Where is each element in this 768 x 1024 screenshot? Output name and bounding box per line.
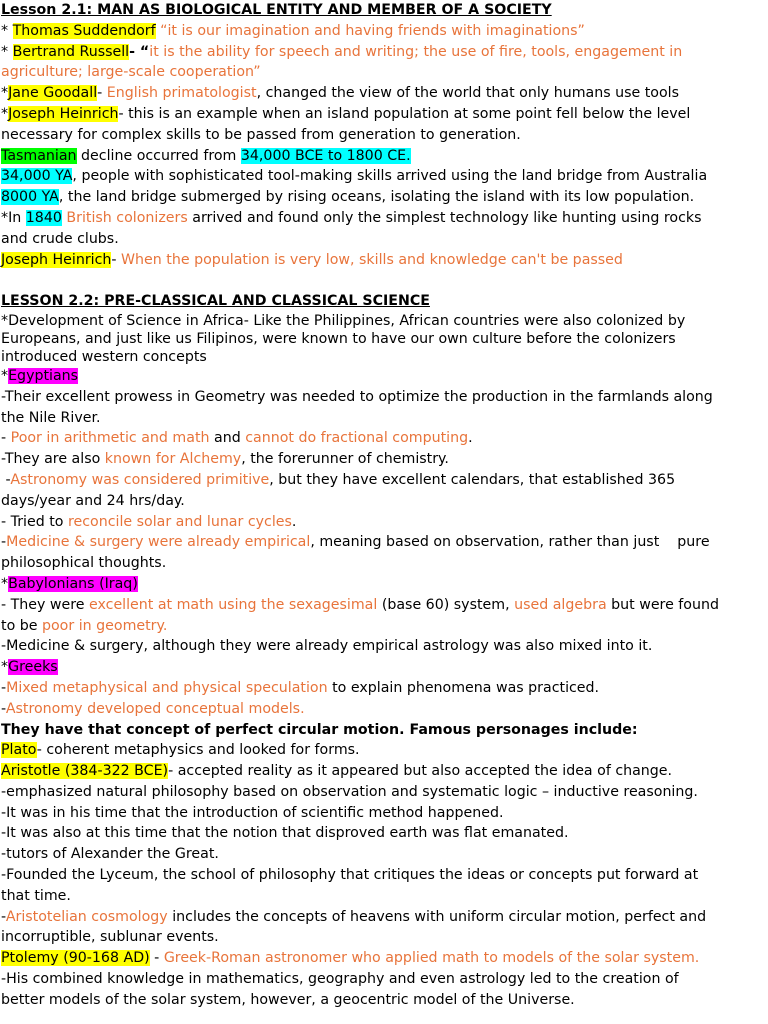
tasmanian-line: Tasmanian decline occurred from 34,000 BCE to 1800 CE. [1,147,411,164]
babylon-line-1: - They were excellent at math using the sexagesimal (base 60) system, used algebra but were found [1,596,719,613]
goodall-name: Jane Goodall [8,85,98,102]
cosmology-line-cont: incorruptible, sublunar events. [1,929,219,946]
goodall-line: *Jane Goodall- English primatologist, changed the view of the world that only humans use tools [1,85,679,102]
tasmanian-label: Tasmanian [1,147,77,164]
russell-quote-cont: agriculture; large-scale cooperation” [1,64,261,81]
egypt-line-4: -They are also known for Alchemy, the forerunner of chemistry. [1,451,449,468]
year-1840-line: *In 1840 British colonizers arrived and found only the simplest technology like hunting using rocks [1,209,702,226]
egypt-line-9: philosophical thoughts. [1,555,167,572]
aristotle-detail-6: that time. [1,887,71,904]
aristotle-line: Aristotle (384-322 BCE)- accepted reality as it appeared but also accepted the idea of change. [1,763,673,780]
ya-34000-line: 34,000 YA, people with sophisticated tool-making skills arrived using the land bridge from Australia [1,168,708,185]
russell-name: Bertrand Russell [12,43,130,60]
ptolemy-detail-1: -His combined knowledge in mathematics, geography and even astrology led to the creation of [1,971,679,988]
aristotle-detail-3: -It was also at this time that the notion that disproved earth was flat emanated. [1,825,569,842]
egypt-line-8: -Medicine & surgery were already empirical, meaning based on observation, rather than just pure [1,534,710,551]
egyptians-heading: *Egyptians [1,367,79,384]
suddendorf-name: Thomas Suddendorf [12,22,156,39]
ptolemy-line: Ptolemy (90-168 AD) - Greek-Roman astronomer who applied math to models of the solar system. [1,950,700,967]
greeks-bold-line: They have that concept of perfect circular motion. Famous personages include: [1,721,638,738]
babylon-line-3: -Medicine & surgery, although they were already empirical astrology was also mixed into it. [1,638,653,655]
ya-8000-line: 8000 YA, the land bridge submerged by rising oceans, isolating the island with its low population. [1,189,695,206]
cosmology-line: -Aristotelian cosmology includes the concepts of heavens with uniform circular motion, perfect and [1,908,707,925]
russell-line: * Bertrand Russell- “it is the ability for speech and writing; the use of fire, tools, engagement in [1,43,683,60]
africa-intro-3: introduced western concepts [1,348,207,365]
heinrich-line-cont: necessary for complex skills to be passed from generation to generation. [1,126,521,143]
aristotle-detail-1: -emphasized natural philosophy based on observation and systematic logic – inductive reasoning. [1,783,698,800]
africa-intro-1: *Development of Science in Africa- Like the Philippines, African countries were also colonized by [1,312,686,329]
section-gap [1,270,764,291]
tasmanian-range: 34,000 BCE to 1800 CE. [240,147,411,164]
suddendorf-line: * Thomas Suddendorf “it is our imagination and having friends with imaginations” [1,22,585,39]
egypt-line-3: - Poor in arithmetic and math and cannot do fractional computing. [1,430,473,447]
suddendorf-quote: “it is our imagination and having friends with imaginations” [155,22,585,39]
lesson-2-2-title: LESSON 2.2: PRE-CLASSICAL AND CLASSICAL SCIENCE [1,293,430,310]
aristotle-detail-4: -tutors of Alexander the Great. [1,846,219,863]
russell-quote: it is the ability for speech and writing; the use of fire, tools, engagement in [149,43,683,60]
greeks-line-2: -Astronomy developed conceptual models. [1,700,305,717]
lesson-2-1-title: Lesson 2.1: MAN AS BIOLOGICAL ENTITY AND MEMBER OF A SOCIETY [1,2,552,18]
greeks-heading: *Greeks [1,659,58,676]
babylon-line-2: to be poor in geometry. [1,617,168,634]
egypt-line-2: the Nile River. [1,409,101,426]
goodall-role: English primatologist [106,85,257,102]
heinrich-line: *Joseph Heinrich- this is an example when an island population at some point fell below the level [1,105,691,122]
ptolemy-detail-2: better models of the solar system, however, a geocentric model of the Universe. [1,991,575,1008]
greeks-line-1: -Mixed metaphysical and physical speculation to explain phenomena was practiced. [1,679,600,696]
heinrich-quote-line: Joseph Heinrich- When the population is very low, skills and knowledge can't be passed [1,251,623,268]
africa-intro-2: Europeans, and just like us Filipinos, were known to have our own culture before the colonizers [1,330,676,347]
heinrich-name: Joseph Heinrich [8,105,119,122]
egypt-line-6: days/year and 24 hrs/day. [1,492,185,509]
babylonians-heading: *Babylonians (Iraq) [1,575,138,592]
egypt-line-1: -Their excellent prowess in Geometry was needed to optimize the production in the farmlands along [1,388,713,405]
egypt-line-5: -Astronomy was considered primitive, but they have excellent calendars, that established 365 [1,471,676,488]
aristotle-detail-2: -It was in his time that the introduction of scientific method happened. [1,804,504,821]
egypt-line-7: - Tried to reconcile solar and lunar cycles. [1,513,297,530]
year-1840-line-cont: and crude clubs. [1,230,119,247]
aristotle-detail-5: -Founded the Lyceum, the school of philosophy that critiques the ideas or concepts put forward at [1,867,699,884]
plato-line: Plato- coherent metaphysics and looked for forms. [1,742,360,759]
